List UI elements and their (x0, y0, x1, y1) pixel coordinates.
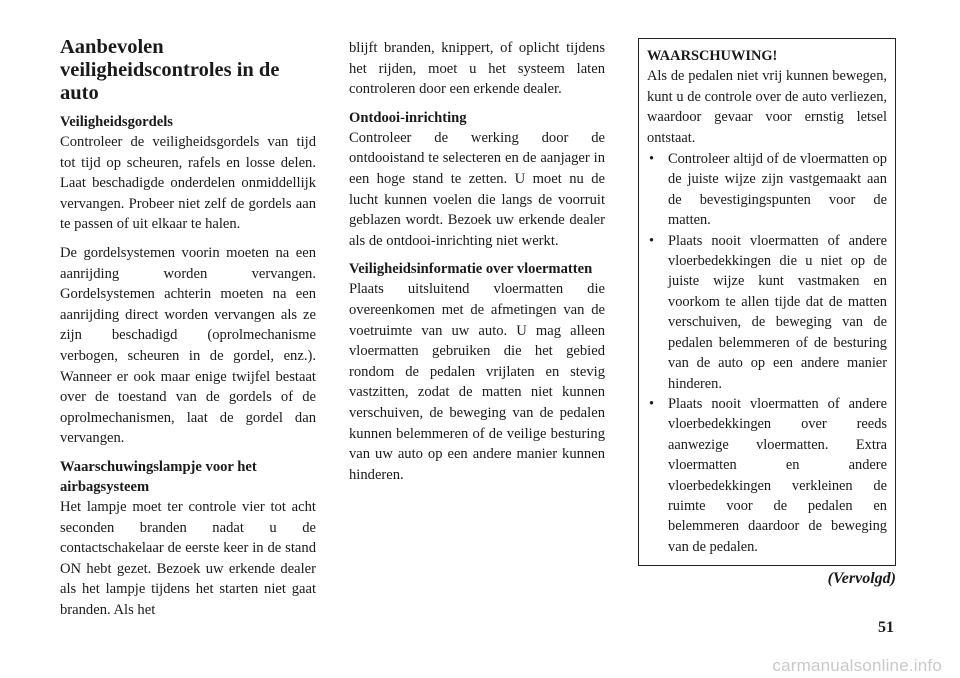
warning-item-text: Controleer altijd of de vloermatten op de juiste wijze zijn vastgemaakt aan de bevestigingspunten voor de matten. (668, 151, 887, 229)
warning-item (647, 394, 887, 557)
heading-airbag-light: Waarschuwingslampje voor het airbagsysteem (60, 458, 257, 495)
continued-label: (Vervolgd) (827, 570, 896, 588)
column-left (60, 36, 316, 628)
paragraph-airbag-continued: blijft branden, knippert, of oplicht tijdens het rijden, moet u het systeem laten controleren door een erkende dealer. (349, 40, 605, 98)
warning-intro: Als de pedalen niet vrij kunnen bewegen, kunt u de controle over de auto verliezen, waardoor gevaar voor ernstig letsel ontstaat. (647, 68, 887, 146)
heading-seatbelts: Veiligheidsgordels (60, 114, 173, 130)
bullet-icon: • (649, 395, 655, 412)
warning-list (647, 149, 887, 557)
warning-title: WAARSCHUWING! (647, 48, 778, 64)
heading-floor-mats: Veiligheidsinformatie over vloermatten (349, 261, 593, 278)
section-title: Aanbevolen veiligheidscontroles in de auto (60, 36, 280, 104)
bullet-icon: • (649, 151, 655, 168)
warning-item (647, 149, 887, 231)
bullet-icon: • (649, 232, 655, 249)
paragraph-defroster: Controleer de werking door de ontdooistand te selecteren en de aanjager in een hoge stand te zetten. U moet nu de lucht kunnen voelen die langs de voorruit geblazen wordt. Bezoek uw erkende dealer als de ontdooi-inrichting niet werkt. (349, 129, 605, 249)
warning-box (638, 38, 896, 566)
paragraph-floor-mats: Plaats uitsluitend vloermatten die overeenkomen met de afmetingen van de voetruimte van uw auto. U mag alleen vloermatten gebruiken die het gebied rondom de pedalen vrijlaten en stevig vastzitten, zodat de matten niet kunnen verschuiven, de beweging van de pedalen kunnen belemmeren of de veilige besturing van uw auto op een andere manier kunnen hinderen. (349, 281, 605, 483)
warning-item-text: Plaats nooit vloermatten of andere vloerbedekkingen die u niet op de juiste wijze kunt vastmaken en voorkom te allen tijde dat de matten verschuiven, de beweging van de pedalen belemmeren of de besturing van de auto op een andere manier hinderen. (668, 232, 887, 392)
page-number: 51 (878, 619, 894, 636)
watermark: carmanualsonline.info (772, 656, 942, 675)
paragraph-airbag-light: Het lampje moet ter controle vier tot acht seconden branden nadat u de contactschakelaar de eerste keer in de stand ON hebt gezet. Bezoek uw erkende dealer als het lampje tijdens het starten niet gaat branden. Als het (60, 498, 316, 618)
paragraph-seatbelts-1: Controleer de veiligheidsgordels van tijd tot tijd op scheuren, rafels en losse delen. Laat beschadigde onderdelen onmiddellijk vervangen. Probeer niet zelf de gordels aan te passen of uit elkaar te halen. (60, 134, 316, 233)
column-middle (349, 38, 605, 493)
heading-defroster: Ontdooi-inrichting (349, 109, 467, 126)
warning-item (647, 231, 887, 394)
column-right (638, 38, 896, 590)
warning-item-text: Plaats nooit vloermatten of andere vloerbedekkingen over reeds aanwezige vloermatten. Extra vloermatten en andere vloerbedekkingen verkleinen de ruimte voor de pedalen en belemmeren daardoor de beweging van de pedalen. (668, 395, 887, 555)
paragraph-seatbelts-2: De gordelsystemen voorin moeten na een aanrijding worden vervangen. Gordelsystemen achterin moeten na een aanrijding direct worden vervangen als ze zijn beschadigd (oprolmechanisme verbogen, scheuren in de gordel, enz.). Wanneer er ook maar enige twijfel bestaat over de toestand van de gordels of de oprolmechanismen, laat de gordel dan vervangen. (60, 244, 316, 447)
